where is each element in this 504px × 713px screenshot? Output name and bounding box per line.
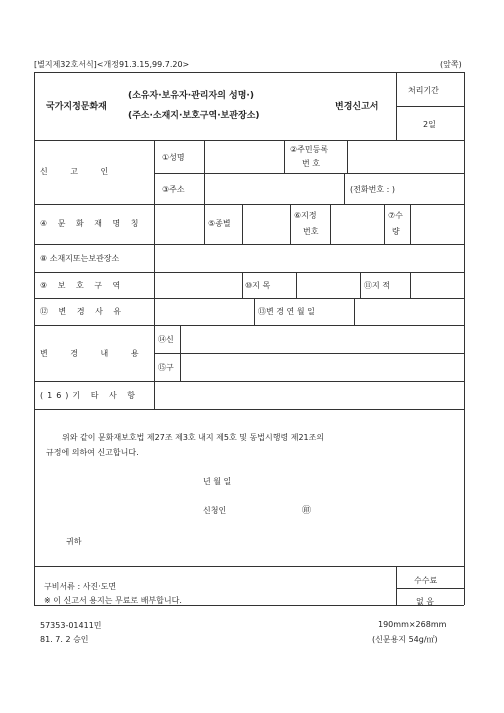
form-title-line2: (주소·소재지·보호구역·보관장소) bbox=[128, 111, 260, 121]
processing-label: 처리기간 bbox=[408, 86, 439, 95]
old-field[interactable] bbox=[181, 354, 463, 380]
form-title-line1: (소유자·보유자·관리자의 성명·) bbox=[128, 91, 254, 101]
designation-no-label: ⑥지정 bbox=[294, 211, 317, 220]
land-type-label: ⑩지 목 bbox=[245, 281, 271, 290]
location-label: ⑧ 소재지또는보관장소 bbox=[40, 254, 120, 263]
new-label: ⑭신 bbox=[158, 335, 174, 344]
required-docs: 구비서류 : 사진·도면 bbox=[44, 582, 117, 591]
change-reason-field[interactable] bbox=[155, 299, 253, 324]
recipient-label: 귀하 bbox=[66, 537, 82, 546]
designation-no-field[interactable] bbox=[331, 205, 383, 243]
designation-no-label-2: 번호 bbox=[303, 227, 319, 236]
type-label: ⑤종별 bbox=[208, 219, 231, 228]
change-date-field[interactable] bbox=[355, 299, 463, 324]
location-field[interactable] bbox=[155, 245, 463, 271]
paper-size: 190mm×268mm bbox=[378, 620, 447, 629]
change-date-label: ⑬변 경 연 월 일 bbox=[258, 307, 315, 316]
form-title-left: 국가지정문화재 bbox=[46, 102, 107, 112]
asset-name-field[interactable] bbox=[155, 205, 203, 243]
change-reason-label: ⑫ 변 경 사 유 bbox=[40, 307, 126, 316]
form-code: 57353-01411민 bbox=[40, 621, 102, 630]
id-number-label-2: 번 호 bbox=[302, 159, 320, 168]
quantity-label-2: 량 bbox=[392, 227, 400, 236]
address-field[interactable] bbox=[205, 174, 343, 203]
name-field[interactable] bbox=[205, 141, 283, 172]
protect-area-label: ⑨ 보 호 구 역 bbox=[40, 281, 125, 290]
name-label: ①성명 bbox=[162, 153, 185, 162]
quantity-field[interactable] bbox=[411, 205, 463, 243]
paper-type: (신문용지 54g/㎡) bbox=[372, 635, 438, 644]
seal-mark: ㊞ bbox=[302, 506, 312, 516]
id-number-field[interactable] bbox=[348, 141, 463, 172]
protect-area-field[interactable] bbox=[155, 273, 241, 297]
type-field[interactable] bbox=[243, 205, 289, 243]
asset-name-label: ④ 문 화 재 명 칭 bbox=[40, 219, 143, 228]
applicant-field[interactable] bbox=[240, 501, 300, 517]
old-label: ⑮구 bbox=[158, 363, 174, 372]
reporter-label: 신 고 인 bbox=[40, 167, 119, 176]
address-label: ③주소 bbox=[162, 185, 185, 194]
id-number-label: ②주민등록 bbox=[290, 145, 329, 154]
approval-date: 81. 7. 2 승인 bbox=[40, 635, 89, 644]
change-content-label: 변 경 내 용 bbox=[40, 349, 149, 358]
processing-value: 2일 bbox=[423, 120, 436, 129]
date-line: 년 월 일 bbox=[203, 477, 232, 486]
quantity-label: ⑦수 bbox=[388, 211, 403, 220]
new-field[interactable] bbox=[181, 326, 463, 352]
land-area-label: ⑪지 적 bbox=[364, 281, 390, 290]
fee-label: 수수료 bbox=[414, 576, 438, 585]
land-type-field[interactable] bbox=[297, 273, 359, 297]
fee-value: 없 음 bbox=[416, 597, 434, 606]
form-title-right: 변경신고서 bbox=[335, 102, 379, 112]
statement-line-1: 위와 같이 문화재보호법 제27조 제3호 내지 제5호 및 동법시행령 제21조의 bbox=[62, 433, 325, 442]
land-area-field[interactable] bbox=[411, 273, 463, 297]
page-side: (앞쪽) bbox=[440, 60, 462, 69]
etc-field[interactable] bbox=[155, 382, 463, 408]
applicant-label: 신청인 bbox=[203, 506, 227, 515]
phone-label: (전화번호 : ) bbox=[350, 185, 395, 194]
etc-label: (16)기 타 사 항 bbox=[40, 391, 139, 400]
form-number: [별지제32호서식]<개정91.3.15,99.7.20> bbox=[34, 60, 190, 69]
statement-line-2: 규정에 의하여 신고합니다. bbox=[46, 448, 139, 457]
free-form-note: ※ 이 신고서 용지는 무료로 배부합니다. bbox=[44, 596, 182, 605]
